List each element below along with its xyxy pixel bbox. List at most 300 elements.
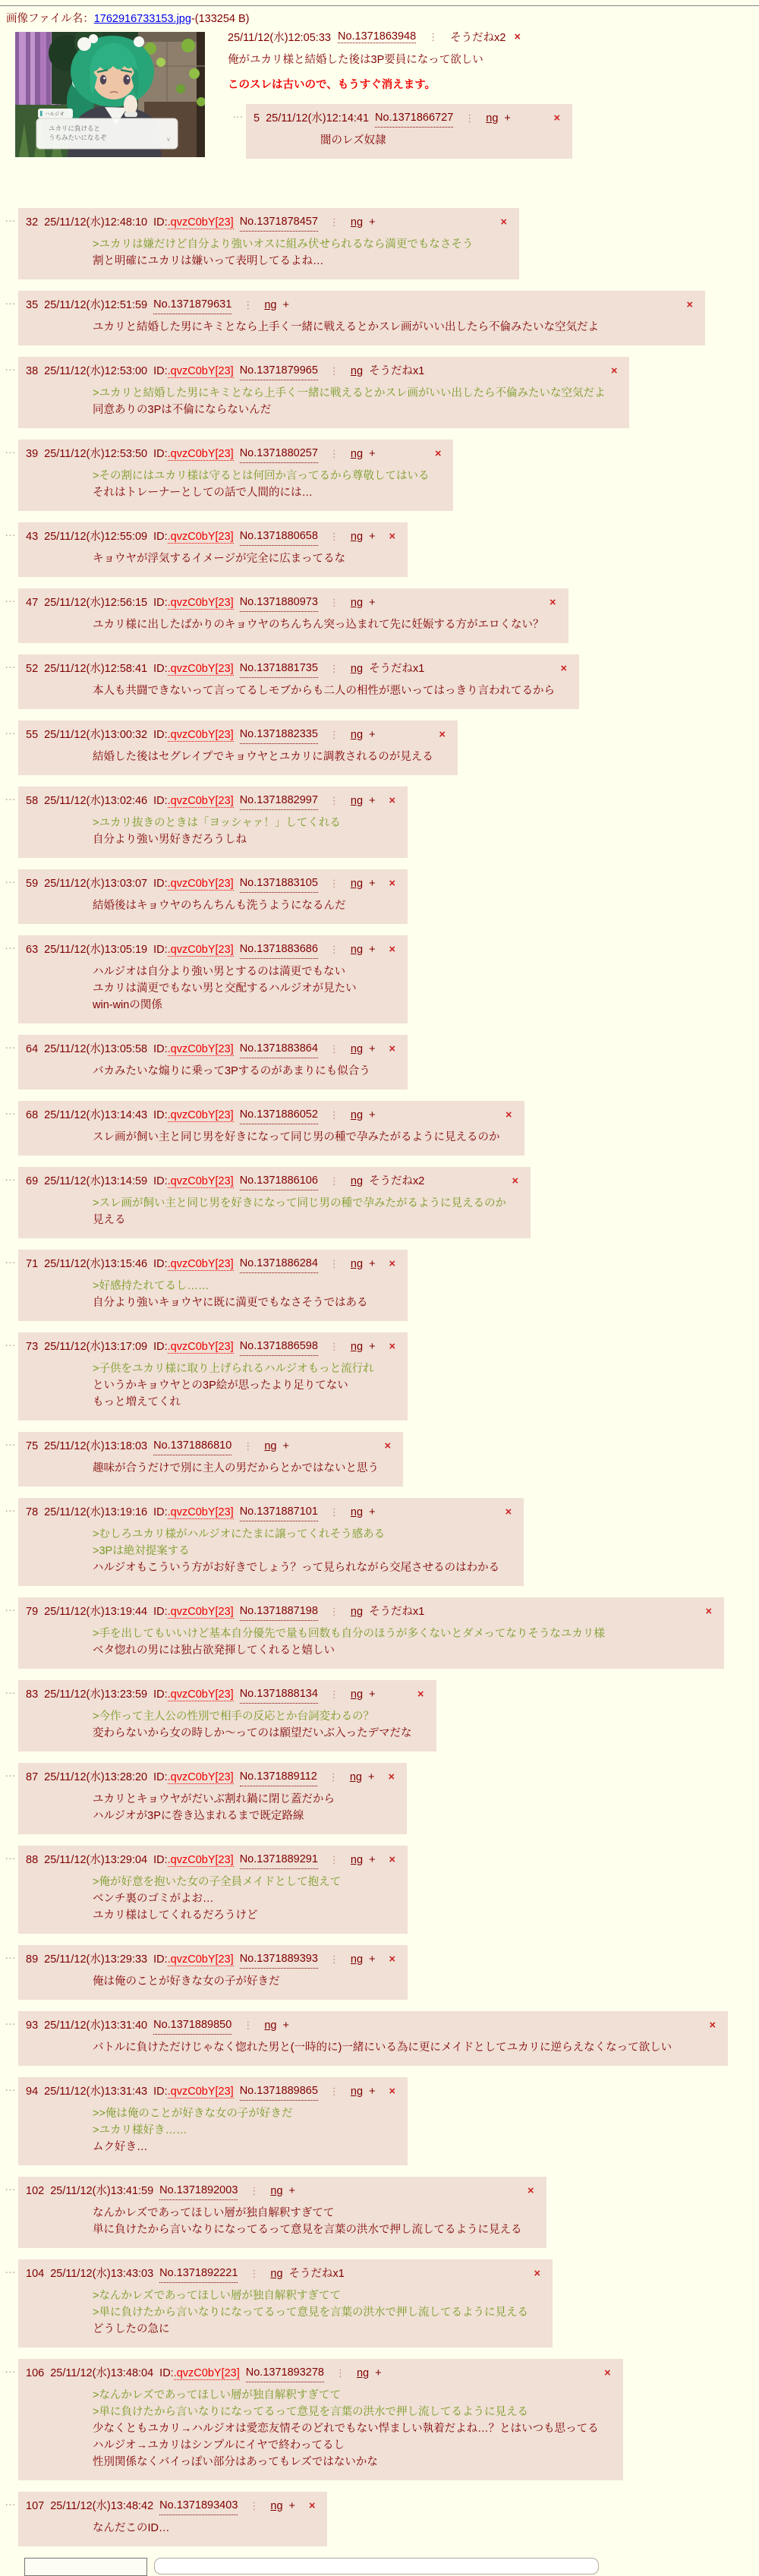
reply-post: [18, 2011, 728, 2066]
reply-id[interactable]: [153, 528, 234, 546]
reply-date: 25/11/12(水)13:00:32: [44, 728, 148, 741]
menu-dots-icon[interactable]: ⋮: [428, 30, 439, 43]
reply-number: 75: [26, 1439, 39, 1452]
reply-post-number[interactable]: No.1371880973: [240, 593, 318, 612]
delete-x-icon[interactable]: ×: [500, 216, 507, 229]
id-prefix: ID:: [153, 1605, 168, 1618]
text-line: win-winの関係: [93, 999, 162, 1011]
expand-ellipsis-icon[interactable]: …: [5, 1767, 16, 1780]
text-line: 本人も共闘できないって言ってるしモブからも二人の相性が悪いってはっきり言われてるから: [93, 685, 555, 697]
reply-id[interactable]: [153, 594, 234, 612]
text-line: キョウヤが浮気するイメージが完全に広まってるな: [93, 553, 346, 565]
ng-link[interactable]: ng: [350, 1108, 364, 1121]
delete-x-icon[interactable]: ×: [309, 2499, 316, 2512]
reply-post-number[interactable]: No.1371889291: [240, 1850, 318, 1869]
expand-ellipsis-icon[interactable]: …: [5, 940, 16, 952]
plus-or-soudane[interactable]: +: [282, 2019, 289, 2032]
reply-row: [0, 1332, 759, 1420]
ng-link[interactable]: ng: [350, 364, 364, 377]
ng-link[interactable]: ng: [350, 596, 364, 609]
expand-ellipsis-icon[interactable]: …: [5, 444, 16, 456]
reply-id[interactable]: [153, 2083, 234, 2101]
id-value[interactable]: .qvzC0bY[23]: [167, 216, 234, 229]
reply-post-number[interactable]: No.1371886810: [153, 1436, 231, 1455]
ng-link[interactable]: ng: [350, 1953, 364, 1966]
ng-link[interactable]: ng: [270, 2267, 283, 2280]
reply-body: [93, 1973, 383, 1990]
expand-ellipsis-icon[interactable]: …: [5, 1850, 16, 1862]
expand-ellipsis-icon[interactable]: …: [5, 1685, 16, 1697]
id-value[interactable]: .qvzC0bY[23]: [167, 447, 234, 460]
id-value[interactable]: .qvzC0bY[23]: [167, 1605, 234, 1618]
menu-dots-icon[interactable]: ⋮: [329, 728, 339, 740]
reply-id[interactable]: [153, 362, 234, 380]
reply-id[interactable]: [153, 1950, 234, 1969]
ng-link[interactable]: ng: [350, 1688, 364, 1701]
reply-post-number[interactable]: No.1371889865: [240, 2082, 318, 2101]
menu-dots-icon[interactable]: ⋮: [329, 1853, 339, 1865]
reply-post-number[interactable]: No.1371880257: [240, 444, 318, 463]
id-value[interactable]: .qvzC0bY[23]: [167, 1770, 234, 1783]
reply-header: [26, 2181, 536, 2200]
reply-post-number[interactable]: No.1371881735: [240, 659, 318, 678]
quote-line: >>俺は俺のことが好きな女の子が好きだ: [93, 2108, 293, 2120]
menu-dots-icon[interactable]: ⋮: [329, 530, 339, 542]
reply-date: 25/11/12(水)13:19:16: [44, 1506, 148, 1518]
reply-id[interactable]: [153, 1255, 234, 1273]
id-prefix: ID:: [153, 662, 168, 675]
plus-or-soudane[interactable]: +: [369, 1257, 376, 1270]
delete-x-icon[interactable]: ×: [389, 943, 395, 956]
reply-number: 35: [26, 298, 39, 311]
op-delete-x-icon[interactable]: ×: [514, 30, 521, 43]
reply-post: [18, 1101, 524, 1156]
id-value[interactable]: .qvzC0bY[23]: [167, 943, 234, 956]
reply-post-number[interactable]: No.1371883686: [240, 940, 318, 959]
plus-or-soudane[interactable]: +: [369, 1340, 376, 1353]
menu-dots-icon[interactable]: ⋮: [249, 2499, 260, 2511]
expand-ellipsis-icon[interactable]: …: [232, 109, 244, 121]
text-line: 性別関係なくバイっぽい部分はあってもレズではないかな: [93, 2456, 378, 2468]
delete-x-icon[interactable]: ×: [534, 2267, 540, 2280]
reply-date: 25/11/12(水)13:15:46: [44, 1257, 148, 1270]
reply-id[interactable]: [153, 941, 234, 959]
reply-post-number[interactable]: No.1371883105: [240, 874, 318, 893]
delete-x-icon[interactable]: ×: [384, 1439, 391, 1452]
reply-id[interactable]: [153, 1603, 234, 1621]
id-value[interactable]: .qvzC0bY[23]: [167, 1340, 234, 1353]
reply-post-number[interactable]: No.1371886052: [240, 1105, 318, 1124]
dialog-speaker-name: ハルジオ: [45, 112, 65, 117]
menu-dots-icon[interactable]: ⋮: [335, 2366, 345, 2379]
reply-post-number[interactable]: No.1371882997: [240, 791, 318, 810]
menu-dots-icon[interactable]: ⋮: [329, 364, 339, 377]
text-line: もっと増えてくれ: [93, 1396, 181, 1408]
reply-post-number[interactable]: No.1371882335: [240, 725, 318, 744]
menu-dots-icon[interactable]: ⋮: [329, 1953, 339, 1965]
reply-body: [93, 1361, 383, 1411]
menu-dots-icon[interactable]: ⋮: [329, 1605, 339, 1617]
reply-post: [18, 869, 408, 924]
reply-id[interactable]: [153, 1685, 234, 1704]
ng-link[interactable]: ng: [350, 1340, 364, 1353]
op-post-number[interactable]: No.1371863948: [337, 30, 417, 43]
ng-link[interactable]: ng: [350, 1174, 364, 1187]
id-value[interactable]: .qvzC0bY[23]: [167, 1953, 234, 1966]
id-value[interactable]: .qvzC0bY[23]: [167, 877, 234, 890]
reply-post-number[interactable]: No.1371886106: [240, 1171, 318, 1190]
reply-body: [93, 236, 495, 270]
ng-link[interactable]: ng: [350, 662, 364, 675]
plus-or-soudane[interactable]: +: [367, 1770, 375, 1783]
ng-link[interactable]: ng: [350, 447, 364, 460]
reply-number: 89: [26, 1953, 39, 1966]
id-value[interactable]: .qvzC0bY[23]: [167, 794, 234, 807]
expand-ellipsis-icon[interactable]: …: [5, 1254, 16, 1266]
delete-x-icon[interactable]: ×: [389, 1042, 395, 1055]
reply-id[interactable]: [153, 726, 234, 744]
plus-or-soudane[interactable]: +: [369, 1042, 376, 1055]
text-line: ユカリとキョウヤがだいぶ割れ鍋に閉じ蓋だから: [93, 1793, 335, 1805]
reply-post-number[interactable]: No.1371886284: [240, 1254, 318, 1273]
id-value[interactable]: .qvzC0bY[23]: [167, 1174, 234, 1187]
plus-or-soudane[interactable]: そうだねx1: [369, 364, 425, 377]
reply-body: [93, 2205, 522, 2238]
ng-link[interactable]: ng: [350, 1042, 364, 1055]
reply-post-number[interactable]: No.1371893278: [246, 2363, 324, 2382]
reply-post-number[interactable]: No.1371866727: [375, 109, 453, 128]
plus-or-soudane[interactable]: +: [282, 298, 289, 311]
delete-x-icon[interactable]: ×: [560, 662, 567, 675]
ng-link[interactable]: ng: [350, 728, 364, 741]
id-value[interactable]: .qvzC0bY[23]: [167, 1257, 234, 1270]
reply-row: [0, 2259, 759, 2347]
reply-id[interactable]: [153, 1851, 234, 1869]
delete-x-icon[interactable]: ×: [389, 530, 395, 543]
file-info-line: [6, 10, 759, 26]
ng-link[interactable]: ng: [350, 530, 364, 543]
ng-link[interactable]: ng: [350, 1506, 364, 1518]
menu-dots-icon[interactable]: ⋮: [329, 1108, 339, 1121]
delete-x-icon[interactable]: ×: [388, 1770, 395, 1783]
reply-row: [0, 869, 759, 924]
menu-dots-icon[interactable]: ⋮: [465, 112, 475, 124]
delete-x-icon[interactable]: ×: [417, 1688, 424, 1701]
reply-post-number[interactable]: No.1371893403: [159, 2496, 238, 2515]
menu-dots-icon[interactable]: ⋮: [328, 1770, 339, 1783]
op-date: 25/11/12(水)12:05:33: [228, 32, 331, 44]
text-line: 割と明確にユカリは嫌いって表明してるよね…: [93, 255, 324, 267]
expand-ellipsis-icon[interactable]: …: [5, 2082, 16, 2094]
plus-or-soudane[interactable]: +: [375, 2366, 382, 2379]
expand-ellipsis-icon[interactable]: …: [5, 213, 16, 225]
reply-date: 25/11/12(水)12:56:15: [44, 596, 148, 609]
plus-or-soudane[interactable]: +: [504, 112, 511, 125]
op-soudane-count[interactable]: そうだねx2: [450, 32, 506, 44]
expand-ellipsis-icon[interactable]: …: [5, 2363, 16, 2376]
delete-x-icon[interactable]: ×: [709, 2019, 716, 2032]
reply-id[interactable]: [153, 875, 234, 893]
reply-number: 83: [26, 1688, 39, 1701]
expand-ellipsis-icon[interactable]: …: [5, 593, 16, 605]
id-value[interactable]: .qvzC0bY[23]: [167, 1688, 234, 1701]
thread-image[interactable]: [15, 32, 205, 157]
reply-post-number[interactable]: No.1371892221: [159, 2264, 238, 2283]
ng-link[interactable]: ng: [356, 2366, 370, 2379]
quote-line: >スレ画が飼い主と同じ男を好きになって同じ男の種で孕みたがるように見えるのか: [93, 1197, 506, 1209]
reply-id[interactable]: [159, 2364, 240, 2382]
reply-id[interactable]: [153, 1768, 234, 1786]
file-link[interactable]: 1762916733153.jpg: [93, 13, 191, 25]
reply-post-number[interactable]: No.1371892003: [159, 2181, 238, 2200]
expand-ellipsis-icon[interactable]: …: [5, 1171, 16, 1184]
plus-or-soudane[interactable]: +: [369, 1853, 376, 1866]
plus-or-soudane[interactable]: +: [369, 728, 376, 741]
ng-link[interactable]: ng: [264, 1439, 277, 1452]
ng-link[interactable]: ng: [264, 298, 277, 311]
reply-id[interactable]: [153, 1106, 234, 1124]
expand-ellipsis-icon[interactable]: …: [5, 1337, 16, 1349]
reply-post-number[interactable]: No.1371887101: [240, 1502, 318, 1521]
text-line: ハルジオが3Pに巻き込まれるまで既定路線: [93, 1810, 304, 1822]
menu-dots-icon[interactable]: ⋮: [329, 662, 339, 674]
reply-body: [93, 319, 681, 336]
plus-or-soudane[interactable]: +: [369, 877, 376, 890]
id-value[interactable]: .qvzC0bY[23]: [167, 1042, 234, 1055]
reply-post: [18, 440, 453, 511]
ng-link[interactable]: ng: [350, 1605, 364, 1618]
reply-row: [0, 588, 759, 643]
plus-or-soudane[interactable]: +: [369, 2085, 376, 2098]
ng-link[interactable]: ng: [270, 2184, 283, 2197]
reply-body: [320, 132, 548, 149]
ng-link[interactable]: ng: [350, 1853, 364, 1866]
ng-link[interactable]: ng: [350, 943, 364, 956]
delete-x-icon[interactable]: ×: [553, 112, 560, 125]
reply-id[interactable]: [153, 792, 234, 810]
expand-ellipsis-icon[interactable]: …: [5, 1039, 16, 1052]
id-value[interactable]: .qvzC0bY[23]: [167, 530, 234, 543]
menu-dots-icon[interactable]: ⋮: [329, 943, 339, 955]
ng-link[interactable]: ng: [350, 1257, 364, 1270]
expand-ellipsis-icon[interactable]: …: [5, 1502, 16, 1515]
menu-dots-icon[interactable]: ⋮: [329, 1340, 339, 1352]
reply-post-number[interactable]: No.1371880658: [240, 527, 318, 546]
plus-or-soudane[interactable]: +: [369, 447, 376, 460]
plus-or-soudane[interactable]: +: [288, 2499, 295, 2512]
reply-post-number[interactable]: No.1371878457: [240, 213, 318, 232]
reply-number: 87: [26, 1770, 39, 1783]
delete-x-icon[interactable]: ×: [705, 1605, 712, 1618]
id-prefix: ID:: [153, 794, 168, 807]
delete-x-icon[interactable]: ×: [686, 298, 693, 311]
menu-dots-icon[interactable]: ⋮: [329, 1174, 339, 1187]
reply-number: 52: [26, 662, 39, 675]
reply-post-number[interactable]: No.1371889850: [153, 2016, 231, 2035]
expand-ellipsis-icon[interactable]: …: [5, 2496, 16, 2508]
reply-header: [26, 874, 397, 893]
plus-or-soudane[interactable]: +: [369, 1108, 376, 1121]
reply-post: [18, 654, 579, 709]
delete-x-icon[interactable]: ×: [389, 877, 395, 890]
reply-row: [0, 1597, 759, 1669]
plus-or-soudane[interactable]: +: [369, 216, 376, 229]
plus-or-soudane[interactable]: +: [369, 1506, 376, 1518]
delete-x-icon[interactable]: ×: [389, 1340, 395, 1353]
delete-x-icon[interactable]: ×: [505, 1506, 512, 1518]
menu-dots-icon[interactable]: ⋮: [243, 298, 254, 311]
ng-link[interactable]: ng: [349, 1770, 362, 1783]
reply-date: 25/11/12(水)13:43:03: [50, 2267, 154, 2280]
plus-or-soudane[interactable]: そうだねx1: [369, 1605, 425, 1618]
plus-or-soudane[interactable]: +: [369, 794, 376, 807]
id-value[interactable]: .qvzC0bY[23]: [167, 364, 234, 377]
ng-link[interactable]: ng: [350, 216, 364, 229]
text-line: 少なくともユカリ→ハルジオは愛恋友情そのどれでもない悍ましい執着だよね…？とはいつも思ってる: [93, 2423, 599, 2435]
expand-ellipsis-icon[interactable]: …: [5, 2016, 16, 2028]
reply-post-number[interactable]: No.1371889112: [240, 1767, 317, 1786]
plus-or-soudane[interactable]: そうだねx1: [369, 662, 425, 675]
id-value[interactable]: .qvzC0bY[23]: [167, 662, 234, 675]
ng-link[interactable]: ng: [350, 2085, 364, 2098]
menu-dots-icon[interactable]: ⋮: [329, 2085, 339, 2097]
menu-dots-icon[interactable]: ⋮: [329, 1506, 339, 1518]
plus-or-soudane[interactable]: +: [288, 2184, 295, 2197]
reply-id[interactable]: [153, 1503, 234, 1521]
reply-row: [0, 787, 759, 858]
expand-ellipsis-icon[interactable]: …: [5, 1950, 16, 1962]
menu-dots-icon[interactable]: ⋮: [243, 2019, 254, 2031]
id-value[interactable]: .qvzC0bY[23]: [167, 1506, 234, 1518]
reply-id[interactable]: [153, 1338, 234, 1356]
reply-id[interactable]: [153, 1172, 234, 1190]
reply-number: 69: [26, 1174, 39, 1187]
reply-post-number[interactable]: No.1371886598: [240, 1337, 318, 1356]
submit-button[interactable]: [24, 2558, 147, 2576]
comment-input[interactable]: [154, 2558, 599, 2574]
reply-header: [26, 593, 558, 612]
reply-header: [26, 444, 442, 463]
delete-x-icon[interactable]: ×: [435, 447, 442, 460]
delete-x-icon[interactable]: ×: [505, 1108, 512, 1121]
expand-ellipsis-icon[interactable]: …: [5, 295, 16, 307]
expand-ellipsis-icon[interactable]: …: [5, 361, 16, 374]
reply-row: [0, 1846, 759, 1934]
id-value[interactable]: .qvzC0bY[23]: [167, 1853, 234, 1866]
menu-dots-icon[interactable]: ⋮: [329, 1257, 339, 1269]
id-value[interactable]: .qvzC0bY[23]: [167, 2085, 234, 2098]
delete-x-icon[interactable]: ×: [604, 2366, 611, 2379]
quote-line: >ユカリ様好き……: [93, 2124, 187, 2136]
reply-row: [0, 2492, 759, 2546]
reply-post: [18, 2077, 408, 2165]
expand-ellipsis-icon[interactable]: …: [5, 659, 16, 671]
id-value[interactable]: .qvzC0bY[23]: [173, 2366, 240, 2379]
reply-body: [93, 749, 433, 765]
expand-ellipsis-icon[interactable]: …: [5, 725, 16, 737]
delete-x-icon[interactable]: ×: [389, 2085, 395, 2098]
id-value[interactable]: .qvzC0bY[23]: [167, 728, 234, 741]
plus-or-soudane[interactable]: +: [369, 1953, 376, 1966]
plus-or-soudane[interactable]: そうだねx1: [288, 2267, 345, 2280]
reply-post-number[interactable]: No.1371883864: [240, 1039, 318, 1058]
expand-ellipsis-icon[interactable]: …: [5, 874, 16, 886]
plus-or-soudane[interactable]: +: [369, 530, 376, 543]
expand-ellipsis-icon[interactable]: …: [5, 527, 16, 539]
ng-link[interactable]: ng: [486, 112, 499, 125]
reply-post-number[interactable]: No.1371879965: [240, 361, 318, 380]
menu-dots-icon[interactable]: ⋮: [329, 1042, 339, 1055]
ng-link[interactable]: ng: [270, 2499, 283, 2512]
reply-post-number[interactable]: No.1371888134: [240, 1685, 318, 1704]
delete-x-icon[interactable]: ×: [550, 596, 556, 609]
reply-date: 25/11/12(水)13:29:04: [44, 1853, 148, 1866]
delete-x-icon[interactable]: ×: [389, 1853, 395, 1866]
plus-or-soudane[interactable]: +: [369, 1688, 376, 1701]
menu-dots-icon[interactable]: ⋮: [329, 1688, 339, 1700]
reply-id[interactable]: [153, 445, 234, 463]
reply-date: 25/11/12(水)13:31:40: [44, 2019, 148, 2032]
reply-body: [93, 1278, 383, 1311]
delete-x-icon[interactable]: ×: [512, 1174, 518, 1187]
menu-dots-icon[interactable]: ⋮: [249, 2267, 260, 2279]
id-value[interactable]: .qvzC0bY[23]: [167, 596, 234, 609]
reply-post-number[interactable]: No.1371887198: [240, 1602, 318, 1621]
menu-dots-icon[interactable]: ⋮: [243, 1439, 254, 1452]
plus-or-soudane[interactable]: +: [369, 596, 376, 609]
menu-dots-icon[interactable]: ⋮: [329, 216, 339, 228]
plus-or-soudane[interactable]: +: [282, 1439, 289, 1452]
ng-link[interactable]: ng: [264, 2019, 277, 2032]
expand-ellipsis-icon[interactable]: …: [5, 2264, 16, 2276]
menu-dots-icon[interactable]: ⋮: [329, 794, 339, 806]
delete-x-icon[interactable]: ×: [528, 2184, 534, 2197]
plus-or-soudane[interactable]: +: [369, 943, 376, 956]
id-value[interactable]: .qvzC0bY[23]: [167, 1108, 234, 1121]
reply-id[interactable]: [153, 1040, 234, 1058]
reply-id[interactable]: [153, 660, 234, 678]
delete-x-icon[interactable]: ×: [439, 728, 446, 741]
dialog-advance-cursor: v: [167, 136, 170, 143]
delete-x-icon[interactable]: ×: [611, 364, 618, 377]
ng-link[interactable]: ng: [350, 877, 364, 890]
ng-link[interactable]: ng: [350, 794, 364, 807]
menu-dots-icon[interactable]: ⋮: [249, 2184, 260, 2196]
delete-x-icon[interactable]: ×: [389, 1953, 395, 1966]
reply-header: [26, 1039, 397, 1058]
reply-number: 58: [26, 794, 39, 807]
reply-post-number[interactable]: No.1371889393: [240, 1950, 318, 1969]
menu-dots-icon[interactable]: ⋮: [329, 877, 339, 889]
reply-id[interactable]: [153, 213, 234, 232]
text-line: 趣味が合うだけで別に主人の男だからとかではないと思う: [93, 1462, 379, 1474]
reply-post: [18, 522, 408, 577]
expand-ellipsis-icon[interactable]: …: [5, 791, 16, 803]
text-line: ユカリは満更でもない男と交配するハルジオが見たい: [93, 982, 357, 995]
delete-x-icon[interactable]: ×: [389, 1257, 395, 1270]
delete-x-icon[interactable]: ×: [389, 794, 395, 807]
reply-post-number[interactable]: No.1371879631: [153, 295, 231, 314]
id-prefix: ID:: [153, 216, 168, 229]
reply-body: [93, 1625, 700, 1659]
expand-ellipsis-icon[interactable]: …: [5, 1105, 16, 1118]
expand-ellipsis-icon[interactable]: …: [5, 1436, 16, 1449]
expand-ellipsis-icon[interactable]: …: [5, 1602, 16, 1614]
menu-dots-icon[interactable]: ⋮: [329, 447, 339, 459]
plus-or-soudane[interactable]: そうだねx2: [369, 1174, 425, 1187]
menu-dots-icon[interactable]: ⋮: [329, 596, 339, 608]
expand-ellipsis-icon[interactable]: …: [5, 2181, 16, 2193]
